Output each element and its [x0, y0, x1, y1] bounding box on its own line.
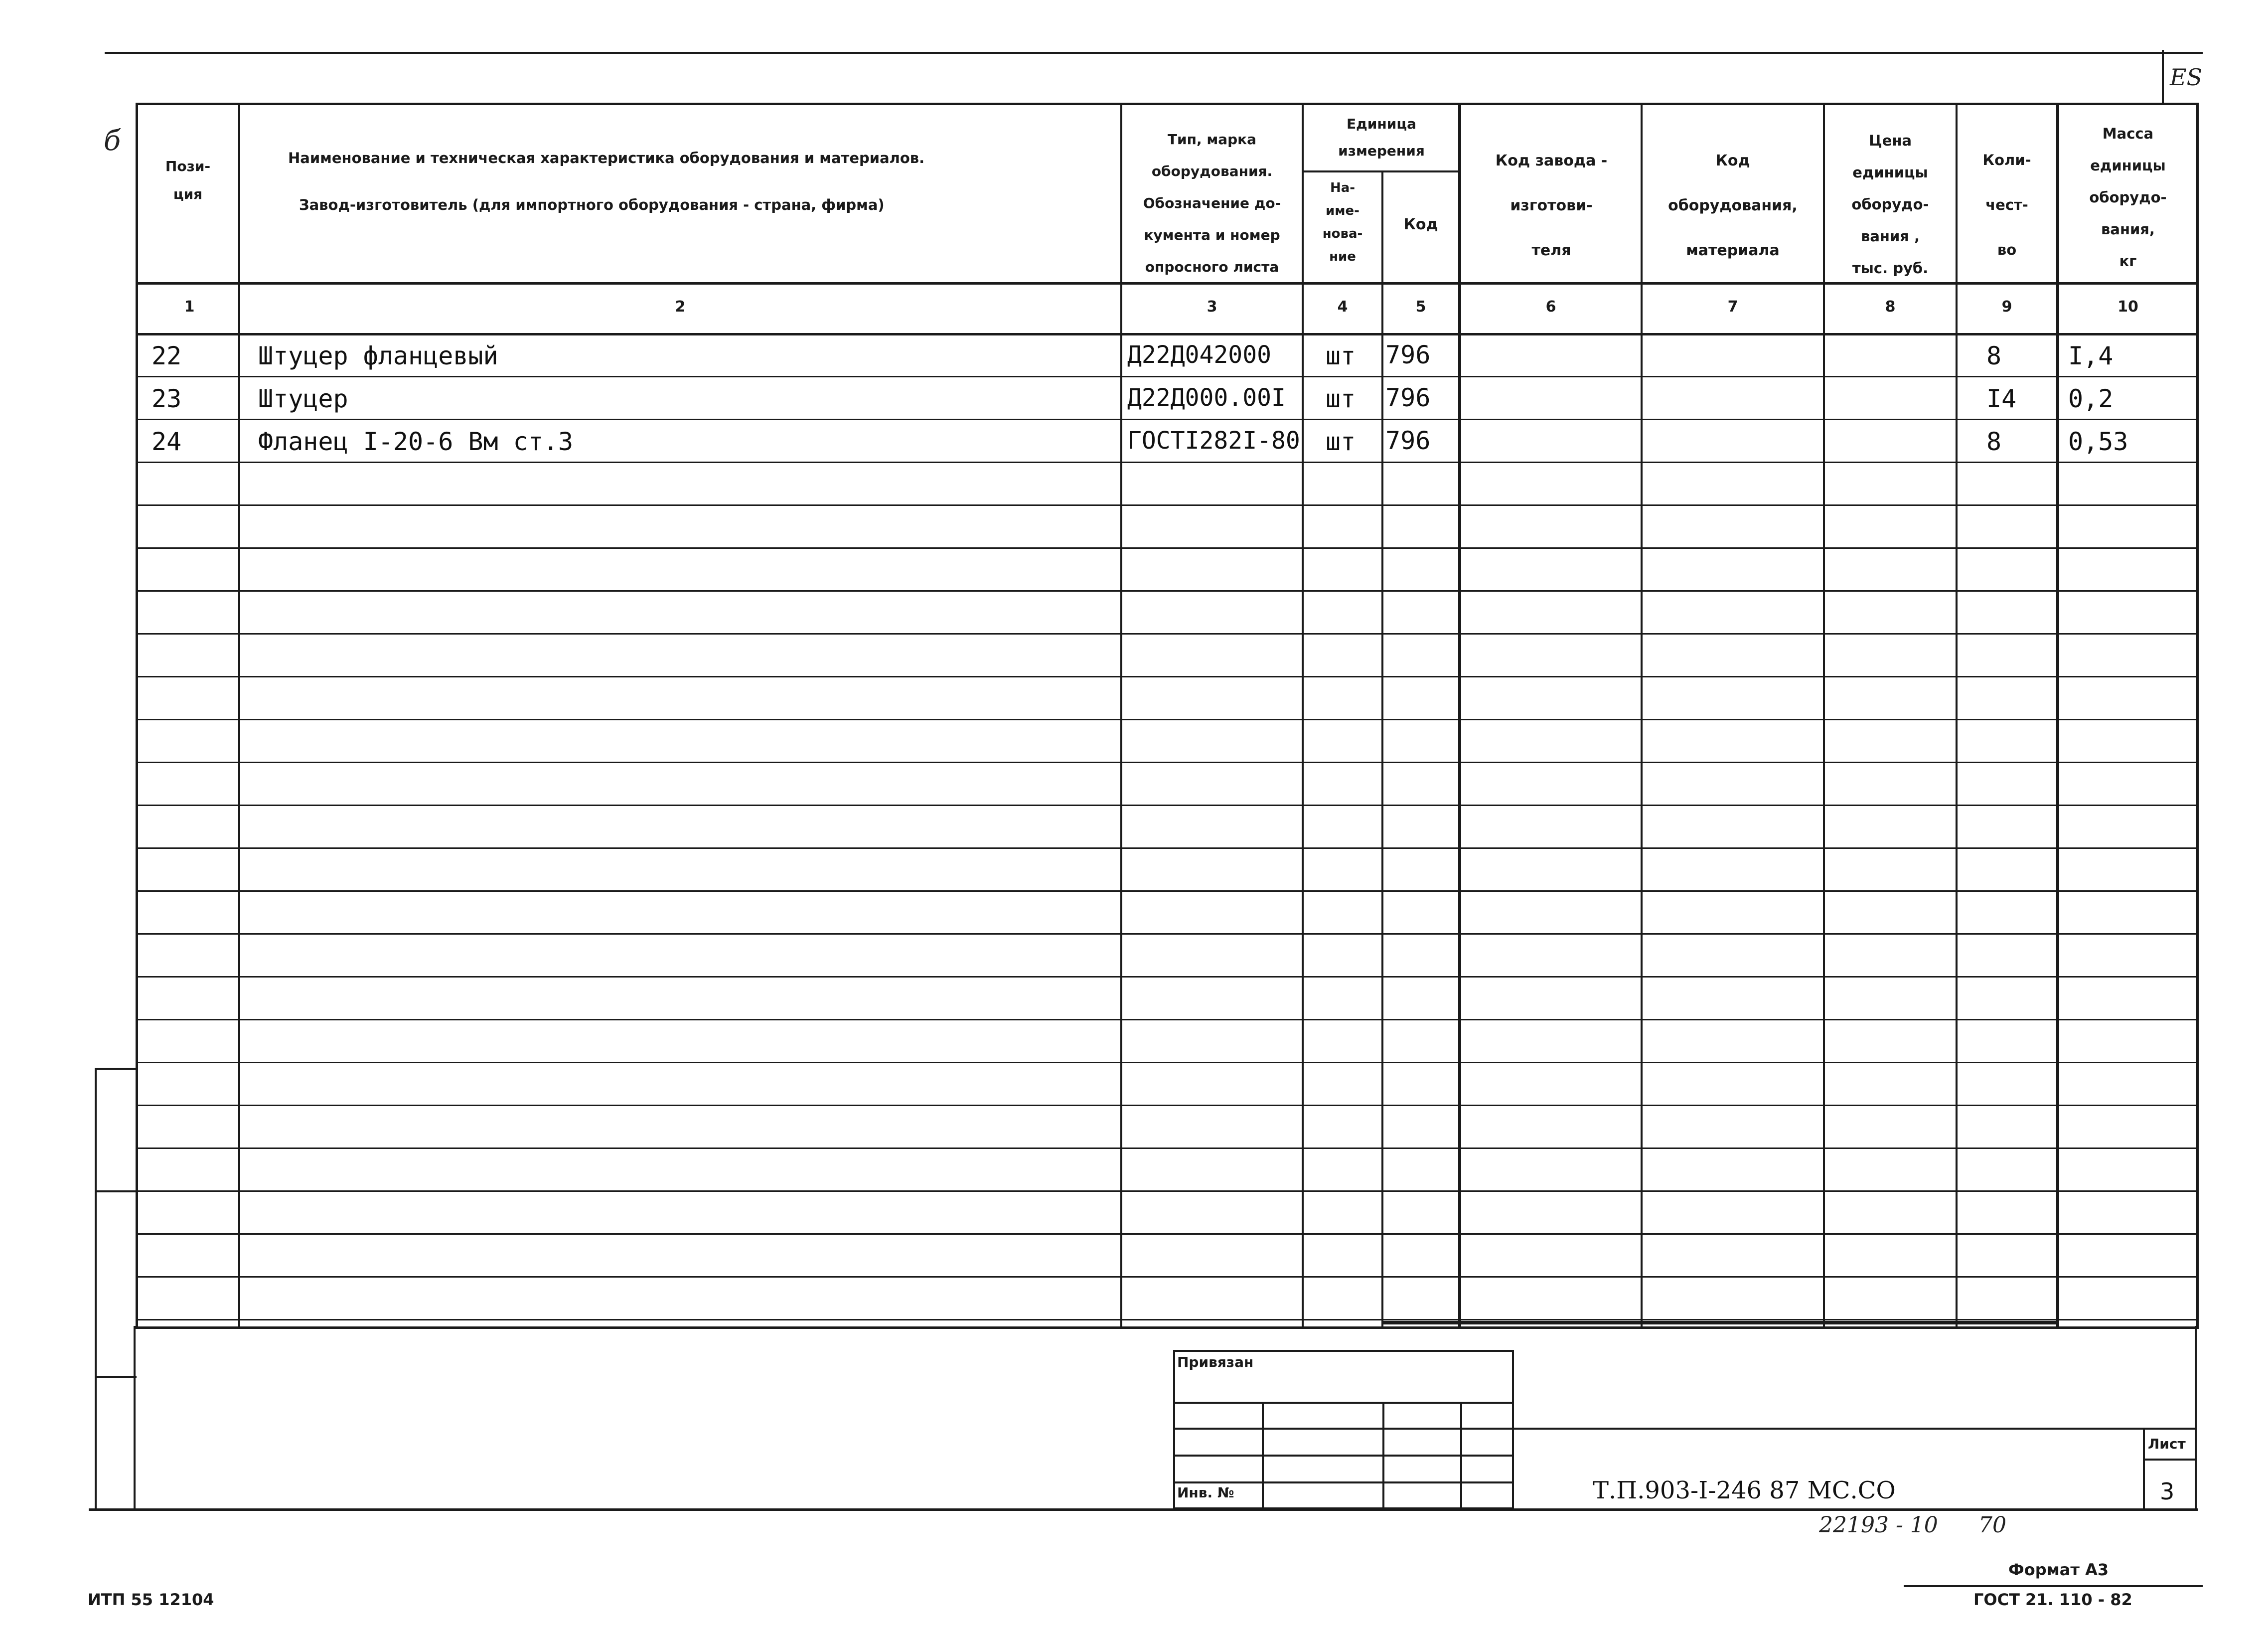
- row-unit: шт: [1326, 341, 1356, 370]
- sheet-box-mid: [2143, 1459, 2197, 1461]
- inventory-code: ИТП 55 12104: [88, 1590, 214, 1609]
- table-row-line: [136, 933, 2199, 935]
- stamp-col-3: [1460, 1402, 1462, 1509]
- table-row-line: [136, 1190, 2199, 1192]
- table-row-line: [136, 462, 2199, 463]
- row-mass: 0,53: [2068, 427, 2128, 456]
- header-quantity: Коли- чест- во: [1982, 152, 2031, 258]
- row-unit-code: 796: [1385, 383, 1431, 412]
- binding-strip-line: [95, 1068, 97, 1510]
- column-number-divider: [136, 333, 2199, 335]
- table-row-line: [136, 376, 2199, 377]
- table-row-line: [136, 590, 2199, 592]
- col-line-6: [1641, 103, 1643, 1329]
- col-num-6: 6: [1545, 298, 1556, 316]
- sheet-number: 3: [2160, 1478, 2175, 1505]
- gost-label: ГОСТ 21. 110 - 82: [1973, 1590, 2132, 1609]
- format-label: Формат А3: [2008, 1560, 2109, 1579]
- header-unit-code: Код: [1403, 216, 1438, 233]
- bottom-right-frame: [2195, 1326, 2197, 1510]
- table-row-line: [136, 1233, 2199, 1235]
- inventory-label: Инв. №: [1177, 1484, 1234, 1501]
- row-mass: I,4: [2068, 341, 2114, 370]
- col-line-4: [1381, 172, 1383, 1329]
- col-line-2: [1120, 103, 1122, 1329]
- table-row-line: [136, 762, 2199, 763]
- col-num-5: 5: [1415, 298, 1426, 316]
- table-row-line: [136, 890, 2199, 892]
- col-line-5: [1458, 103, 1461, 1329]
- row-position: 24: [151, 427, 182, 456]
- table-row-line: [136, 1062, 2199, 1063]
- corner-mark: б: [104, 125, 121, 157]
- col-line-1: [238, 103, 240, 1329]
- sheet-box-left: [2143, 1430, 2145, 1510]
- table-row-line: [136, 547, 2199, 549]
- table-row-line: [136, 1319, 2199, 1320]
- sheet-label: Лист: [2148, 1436, 2186, 1452]
- header-position: Пози- ция: [165, 158, 211, 202]
- row-document: Д22Д000.00I: [1127, 384, 1286, 412]
- row-name: Штуцер: [258, 384, 348, 413]
- row-position: 23: [151, 384, 182, 413]
- stamp-line-4: [1173, 1481, 1514, 1483]
- row-document: ГОСТI282I-80: [1127, 427, 1300, 455]
- bold-frame-bottom: [1381, 1321, 2059, 1324]
- order-suffix: 70: [1978, 1512, 2006, 1538]
- table-row-line: [136, 504, 2199, 506]
- table-row-line: [136, 419, 2199, 420]
- col-num-1: 1: [184, 298, 195, 316]
- binding-strip-mid2: [95, 1376, 137, 1378]
- header-mass: Масса единицы оборудо- вания, кг: [2089, 125, 2167, 270]
- bottom-border-line: [89, 1508, 2198, 1511]
- order-number: 22193 - 10: [1819, 1512, 1938, 1538]
- header-type: Тип, марка оборудования. Обозначение до- кумента и номер опросного листа: [1143, 131, 1281, 275]
- title-block-top: [1514, 1428, 2197, 1430]
- stamp-line-2: [1173, 1428, 1514, 1430]
- table-row-line: [136, 847, 2199, 849]
- sheet-mark-divider: [2162, 50, 2164, 104]
- unit-group-divider: [1302, 170, 1460, 172]
- stamp-col-2: [1382, 1402, 1384, 1509]
- col-num-3: 3: [1207, 298, 1217, 316]
- row-unit: шт: [1326, 384, 1356, 413]
- stamp-line-3: [1173, 1455, 1514, 1457]
- col-line-3: [1302, 103, 1304, 1329]
- table-row-line: [136, 1105, 2199, 1106]
- row-unit-code: 796: [1385, 426, 1431, 455]
- row-name: Фланец I-20-6 Вм ст.3: [258, 427, 574, 456]
- header-name-line1: Наименование и техническая характеристика оборудования и материалов.: [288, 150, 925, 166]
- table-row-line: [136, 719, 2199, 720]
- row-mass: 0,2: [2068, 384, 2114, 413]
- header-name-line2: Завод-изготовитель (для импортного оборудования - страна, фирма): [299, 196, 885, 213]
- binding-strip-mid1: [95, 1190, 137, 1192]
- table-row-line: [136, 676, 2199, 677]
- table-row-line: [136, 633, 2199, 635]
- header-unit-name: На- име- нова- ние: [1322, 180, 1363, 264]
- row-quantity: 8: [1986, 427, 2002, 456]
- table-row-line: [136, 1147, 2199, 1149]
- row-unit-code: 796: [1385, 340, 1431, 369]
- col-line-9: [2056, 103, 2059, 1329]
- header-price: Цена единицы оборудо- вания , тыс. руб.: [1851, 132, 1929, 277]
- row-document: Д22Д042000: [1127, 341, 1271, 369]
- row-quantity: I4: [1986, 384, 2017, 413]
- col-num-2: 2: [675, 298, 686, 316]
- row-quantity: 8: [1986, 341, 2002, 370]
- table-row-line: [136, 976, 2199, 978]
- bottom-left-frame: [134, 1326, 136, 1510]
- footer-right-line: [1904, 1585, 2203, 1587]
- header-equipment-code: Код оборудования, материала: [1668, 152, 1798, 259]
- col-num-8: 8: [1885, 298, 1896, 316]
- spec-table: [136, 103, 2199, 1329]
- col-num-9: 9: [2001, 298, 2012, 316]
- col-num-4: 4: [1337, 298, 1348, 316]
- table-row-line: [136, 1019, 2199, 1020]
- binding-strip-top: [95, 1068, 137, 1070]
- col-num-7: 7: [1727, 298, 1738, 316]
- col-line-8: [1956, 103, 1958, 1329]
- bound-label: Привязан: [1177, 1354, 1254, 1370]
- sheet-mark: ЕS: [2170, 64, 2203, 91]
- document-designation: Т.П.903-I-246 87 МС.СО: [1593, 1476, 1896, 1504]
- table-row-line: [136, 1276, 2199, 1278]
- table-row-line: [136, 805, 2199, 806]
- header-factory-code: Код завода - изготови- теля: [1495, 152, 1608, 259]
- row-name: Штуцер фланцевый: [258, 341, 498, 370]
- col-num-10: 10: [2117, 298, 2138, 316]
- top-border-line: [105, 52, 2203, 54]
- stamp-line-1: [1173, 1402, 1514, 1404]
- stamp-col-1: [1262, 1402, 1264, 1509]
- row-position: 22: [151, 341, 182, 370]
- col-line-7: [1823, 103, 1825, 1329]
- header-unit-group: Единица измерения: [1338, 116, 1425, 159]
- row-unit: шт: [1326, 427, 1356, 456]
